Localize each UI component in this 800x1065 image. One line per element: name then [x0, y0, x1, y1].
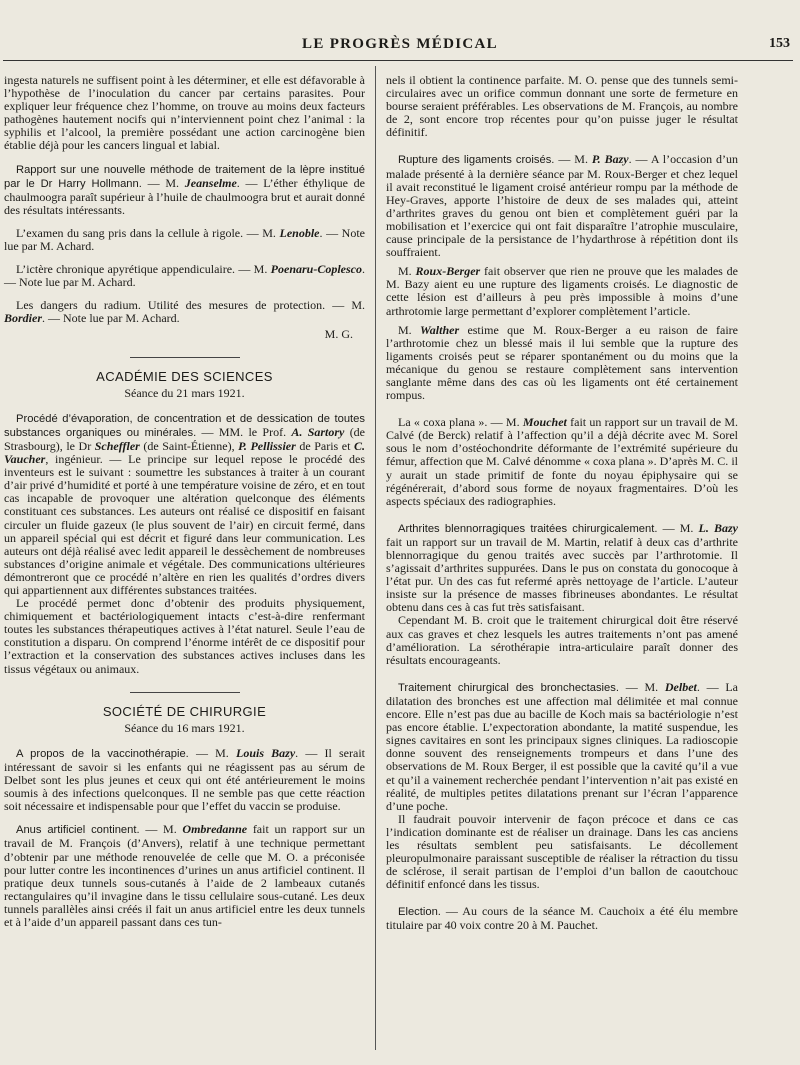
paragraph-cancer-continued: ingesta naturels ne suffisent point à les déterminer, et elle est défavorable à l’hypothèse de l’inoculation du cancer par certains parasites. Pour expliquer leur fréquence chez l’homme, on trouve au moins deux facteurs pathogènes hautement nocifs qui n’interviennent point chez l’animal : la syphilis et l’alcool, la première possédant une action carcinogène bien établie déjà pour les cancers lingual et labial.: [4, 73, 365, 153]
paragraph-election: Election. — Au cours de la séance M. Cauchoix a été élu membre titulaire par 40 voix contre 20 à M. Pauchet.: [386, 904, 738, 933]
author-name: L. Bazy: [698, 520, 738, 535]
article-title: A propos de la vaccinothérapie.: [16, 747, 189, 760]
paragraph-vaccinotherapie: A propos de la vaccinothérapie. — M. Louis Bazy. — Il serait intéressant de savoir si les enfants qui ne réagissent pas au sérum de Delbet sont les plus jeunes et ceux qui ont été antérieurement le moins soumis à des infections quelconques. Il ne semble pas que cette réaction soit nécessaire et indispensable pour que l’effet du vaccin se produise.: [4, 745, 365, 814]
article-title: La « coxa plana ».: [398, 415, 488, 430]
header-rule: [3, 60, 793, 61]
article-title: Traitement chirurgical des bronchectasies.: [398, 681, 619, 694]
author-name: Delbet: [664, 679, 697, 694]
right-column: [386, 74, 738, 933]
section-title-chirurgie: SOCIÉTÉ DE CHIRURGIE: [102, 703, 267, 719]
article-title: Anus artificiel continent.: [16, 824, 140, 837]
running-header: [0, 34, 800, 56]
section-rule: [130, 357, 240, 358]
author-name: A. Sartory: [291, 424, 345, 439]
author-name: Scheffler: [94, 438, 140, 453]
author-name: Bordier: [4, 311, 43, 326]
section-title-academie: ACADÉMIE DES SCIENCES: [96, 368, 273, 384]
page-number: 153: [769, 36, 790, 51]
journal-title: LE PROGRÈS MÉDICAL: [302, 36, 498, 52]
author-name: Mouchet: [522, 415, 567, 430]
section-date: Séance du 16 mars 1921.: [124, 720, 245, 735]
column-divider: [375, 66, 376, 1050]
paragraph-walther: M. Walther estime que M. Roux-Berger a eu raison de faire l’arthrotomie chez un blessé mais il lui semble que la rupture des ligaments croisés peut se réparer spontanément ou du moins que la mécanique du genou se restaure complètement sans intervention sanglante même dans des cas où les ligaments ont été certainement rompus.: [386, 322, 739, 403]
article-title: Procédé d’évaporation, de concentration et de dessication de toutes substances organiques ou minérales.: [4, 412, 365, 439]
section-date: Séance du 21 mars 1921.: [124, 385, 245, 400]
left-column: [4, 74, 365, 929]
author-name: Louis Bazy: [235, 745, 296, 760]
paragraph-arthrites: Arthrites blennorragiques traitées chirurgicalement. — M. L. Bazy fait un rapport sur un travail de M. Martin, relatif à deux cas d’arthrite blennorragique du genou traités avec succès par l’arthrotomie. Il s’agissait d’arthrites suppurées. Dans le pus on constata du gonocoque à l’état pur. Un des cas fut refermé après nettoyage de l’article. L’auteur insiste sur la présence de masses fibrineuses abondantes. Le résultat obtenu dans ces à cas fut très satisfaisant.: [386, 520, 738, 615]
paragraph-arthrites-2: Cependant M. B. croit que le traitement chirurgical doit être réservé aux cas graves et chez lesquels les autres traitements n’ont pas amené d’amélioration. La sérothérapie intra-articulaire paraît donner des résultats encourageants.: [386, 613, 738, 667]
author-name: Walther: [420, 322, 460, 337]
article-title: Arthrites blennorragiques traitées chirurgicalement.: [398, 522, 658, 535]
author-name: Jeanselme: [184, 175, 237, 190]
article-title: Rupture des ligaments croisés.: [398, 154, 555, 167]
paragraph-anus-continued: nels il obtient la continence parfaite. M. O. pense que des tunnels semi-circulaires avec un orifice commun donnant une sorte de fermeture en bourse seraient préférables. Les observations de M. François, au nombre de 2, sont encore trop récentes pour qu’on puisse juger le résultat définitif.: [386, 73, 738, 140]
author-name: C. Vaucher: [4, 438, 365, 467]
paragraph-rupture: Rupture des ligaments croisés. — M. P. Bazy. — A l’occasion d’un malade présenté à la dernière séance par M. Roux-Berger et chez lequel il avait reconstitué le ligament croisé antérieur rompu par la méthode de Hey-Graves, apporte l’histoire de deux de ses malades qui, atteint d’arthrites graves du genou ont bien et complètement guéri par la mobilisation et l’exercice qui ont fait disparaître l’atrophie musculaire, cause principale de la persistance de l’hydarthrose à répétition dont ils souffraient.: [386, 152, 738, 260]
paragraph-radium: Les dangers du radium. Utilité des mesures de protection. — M. Bordier. — Note lue par M. Achard.: [4, 298, 366, 326]
article-title: Election.: [398, 906, 441, 919]
paragraph-roux-berger: M. Roux-Berger fait observer que rien ne prouve que les malades de M. Bazy aient eu une rupture des ligaments croisés. Le diagnostic de cette lésion est d’ailleurs à peu près impossible à moins d’une arthrotomie large permettant d’explorer complètement l’article.: [386, 264, 739, 318]
section-rule: [130, 692, 240, 693]
article-title: L’ictère chronique apyrétique appendiculaire.: [16, 262, 236, 277]
paragraph-evaporation-2: Le procédé permet donc d’obtenir des produits physiquement, chimiquement et bactériologiquement intacts c’est-à-dire renfermant toutes les substances thérapeutiques actives à l’état naturel. Seule l’eau de constitution a disparu. On comprend l’énorme intérêt de ce dispositif pour l’extraction et la conservation des substances actives incluses dans les tissus végétaux ou animaux.: [4, 596, 365, 676]
author-name: Ombredanne: [182, 822, 248, 837]
paragraph-evaporation: Procédé d’évaporation, de concentration et de dessication de toutes substances organiques ou minérales. — MM. le Prof. A. Sartory (de Strasbourg), le Dr Scheffler (de Saint-Étienne), P. Pellissier de Paris et C. Vaucher, ingénieur. — Le principe sur lequel repose le procédé des inventeurs est le suivant : soumettre les substances à traiter à un courant d’air privé d’humidité et porté à une température voisine de zéro, et en tout cas incapable de provoquer une altération quelconque des éléments constituant ces substances. Les auteurs ont réalisé ce dispositif en faisant circuler un fluide gazeux (le plus souvent de l’air) en circuit fermé, dans un appareil spécial qui est décrit et figuré dans leur communication. Les auteurs ont déjà réalisé avec ledit appareil le dessèchement de nombreuses substances d’origine animale et végétale. Des communications ultérieures démontreront que ce procédé n’altère en rien les qualités d’ordres divers qui appartiennent aux différentes substances traitées.: [4, 412, 366, 597]
paragraph-sang: L’examen du sang pris dans la cellule à rigole. — M. Lenoble. — Note lue par M. Achard.: [4, 225, 365, 254]
article-title: Les dangers du radium. Utilité des mesures de protection.: [16, 298, 326, 313]
paragraph-bronchectasies-2: Il faudrait pouvoir intervenir de façon précoce et dans ce cas l’indication dominante est de réaliser un drainage. Dans les cas anciens les résultats semblent peu satisfaisants. Le décollement pleuropulmonaire paraissant susceptible de réaliser la rétraction du tissu de sclérose, il serait partisan de l’emploi d’un ballon de caoutchouc définitif enfoncé dans les tissus.: [386, 811, 738, 892]
paragraph-lepre: Rapport sur une nouvelle méthode de traitement de la lèpre institué par le Dr Harry Hollmann. — M. Jeanselme. — L’éther éthylique de chaulmoogra paraît supérieur à l’huile de chaulmoogra brut et aurait donné des résultats intéressants.: [4, 163, 366, 217]
paragraph-coxa-plana: La « coxa plana ». — M. Mouchet fait un rapport sur un travail de M. Calvé (de Berck) relatif à l’affection qu’il a déjà décrite avec M. Sorel sous le nom d’ostéochondrite déformante de l’extrémité supérieure du fémur, affection que M. Calvé dénomme « coxa plana ». D’après M. C. il y aurait un stade primitif de fonte du noyau épiphysaire qui se régénérerait, d’abord sous forme de noyaux fragmentaires. D’où les aspects spéciaux des radiographies.: [386, 415, 738, 508]
paragraph-anus: Anus artificiel continent. — M. Ombredanne fait un rapport sur un travail de M. François (d’Anvers), relatif à une technique permettant d’obtenir par une méthode renouvelée de celle que M. O. a préconisée pour lutter contre les incontinences d’urines un anus artificiel continent. Il pratique deux tunnels sous-cutanés à l’aide de 2 lambeaux cutanés rectangulaires qu’il invagine dans le tissu cellulaire sous-cutané. Les deux tunnels parallèles ainsi créés il fait un anus artificiel entre les deux tunnels et à l’aide d’un appareil passant dans ces tun-: [4, 822, 365, 929]
author-name: Roux-Berger: [415, 264, 481, 279]
paragraph-ictere: L’ictère chronique apyrétique appendiculaire. — M. Poenaru-Coplesco. — Note lue par M. Achard.: [4, 262, 366, 290]
author-name: P. Pellissier: [238, 438, 296, 453]
article-title: Rapport sur une nouvelle méthode de traitement de la lèpre institué par le Dr Harry Hollmann.: [4, 163, 365, 190]
author-name: P. Bazy: [591, 152, 629, 167]
paragraph-bronchectasies: Traitement chirurgical des bronchectasies. — M. Delbet. — La dilatation des bronches est une affection mal délimitée et mal connue encore. Elle n’est pas due au bacille de Koch mais sa bactériologie n’est pas encore établie. L’expectoration abondante, la matité suspendue, les signes cavitaires en sont les principaux signes cliniques. La radioscopie donne souvent des renseignements trompeurs et dans l’une des observations de M. Roux Berger, il est possible que la cavité qu’il a vue et qu’il a vainement recherchée pendant l’intervention n’ait pas existé en réalité, de multiples petites dilatations prenant sur l’écran l’apparence d’une poche.: [386, 679, 739, 813]
author-name: Poenaru-Coplesco: [270, 262, 363, 277]
signature: M. G.: [324, 326, 353, 341]
author-name: Lenoble: [279, 225, 320, 240]
